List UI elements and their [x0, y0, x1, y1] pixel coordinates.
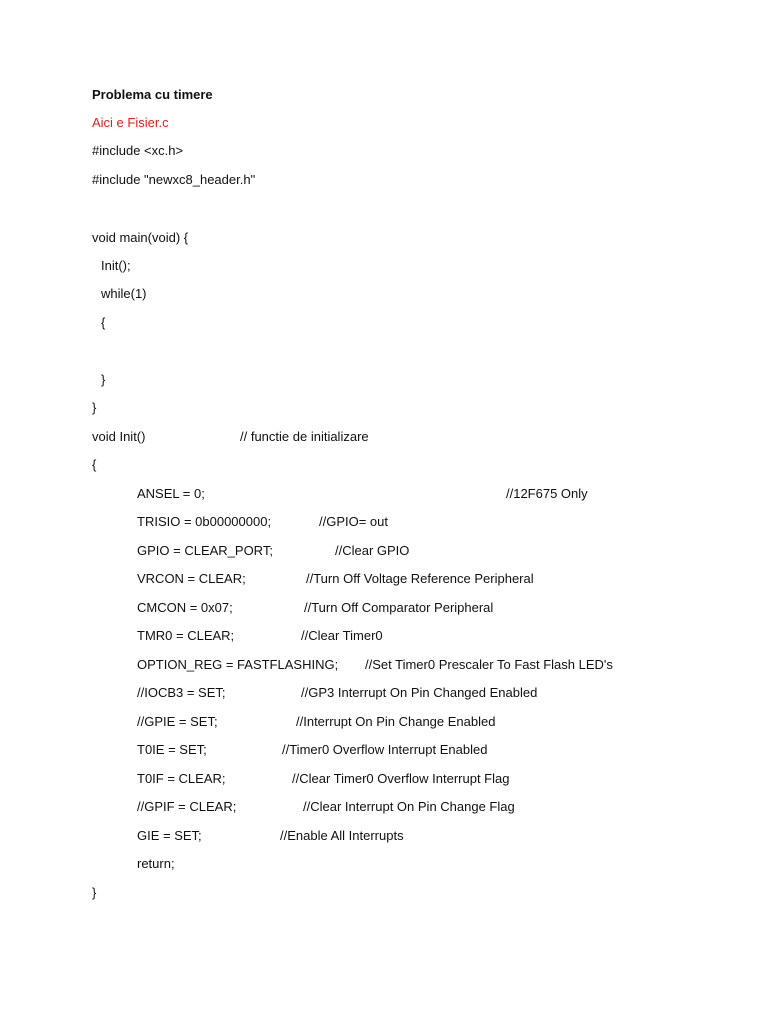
main-while-open: { [101, 315, 106, 330]
code-comment: //GPIO= out [319, 514, 389, 529]
code-line: GPIO = CLEAR_PORT; [137, 543, 273, 558]
main-init-call: Init(); [101, 258, 131, 273]
code-comment: //Interrupt On Pin Change Enabled [296, 714, 496, 729]
code-line: CMCON = 0x07; [137, 600, 233, 615]
code-comment: //Turn Off Voltage Reference Peripheral [306, 571, 534, 586]
code-comment: //Clear Timer0 [301, 628, 383, 643]
init-signature: void Init() [92, 429, 146, 444]
include-line-1: #include <xc.h> [92, 143, 184, 158]
code-line: T0IF = CLEAR; [137, 771, 226, 786]
code-line: GIE = SET; [137, 828, 202, 843]
code-line: T0IE = SET; [137, 742, 207, 757]
code-line: //IOCB3 = SET; [137, 685, 226, 700]
code-comment: //Clear Timer0 Overflow Interrupt Flag [292, 771, 510, 786]
main-while: while(1) [101, 286, 147, 301]
code-line: OPTION_REG = FASTFLASHING; [137, 657, 339, 672]
code-comment: //Clear Interrupt On Pin Change Flag [303, 799, 515, 814]
main-signature: void main(void) { [92, 230, 189, 245]
code-line: return; [137, 856, 175, 871]
filename-label: Aici e Fisier.c [92, 115, 169, 130]
code-comment: //GP3 Interrupt On Pin Changed Enabled [301, 685, 538, 700]
code-line: ANSEL = 0; [137, 486, 205, 501]
main-close: } [92, 400, 97, 415]
code-line: TMR0 = CLEAR; [137, 628, 235, 643]
init-close: } [92, 885, 97, 900]
code-line: //GPIE = SET; [137, 714, 218, 729]
init-comment: // functie de initializare [240, 429, 369, 444]
code-line: VRCON = CLEAR; [137, 571, 246, 586]
code-comment: //12F675 Only [506, 486, 588, 501]
code-comment: //Enable All Interrupts [280, 828, 404, 843]
init-open: { [92, 457, 97, 472]
code-comment: //Timer0 Overflow Interrupt Enabled [282, 742, 488, 757]
code-comment: //Clear GPIO [335, 543, 410, 558]
code-line: TRISIO = 0b00000000; [137, 514, 272, 529]
main-while-close: } [101, 372, 106, 387]
code-line: //GPIF = CLEAR; [137, 799, 237, 814]
document-title: Problema cu timere [92, 87, 213, 102]
include-line-2: #include "newxc8_header.h" [92, 172, 256, 187]
code-comment: //Turn Off Comparator Peripheral [304, 600, 494, 615]
code-comment: //Set Timer0 Prescaler To Fast Flash LED's [365, 657, 613, 672]
